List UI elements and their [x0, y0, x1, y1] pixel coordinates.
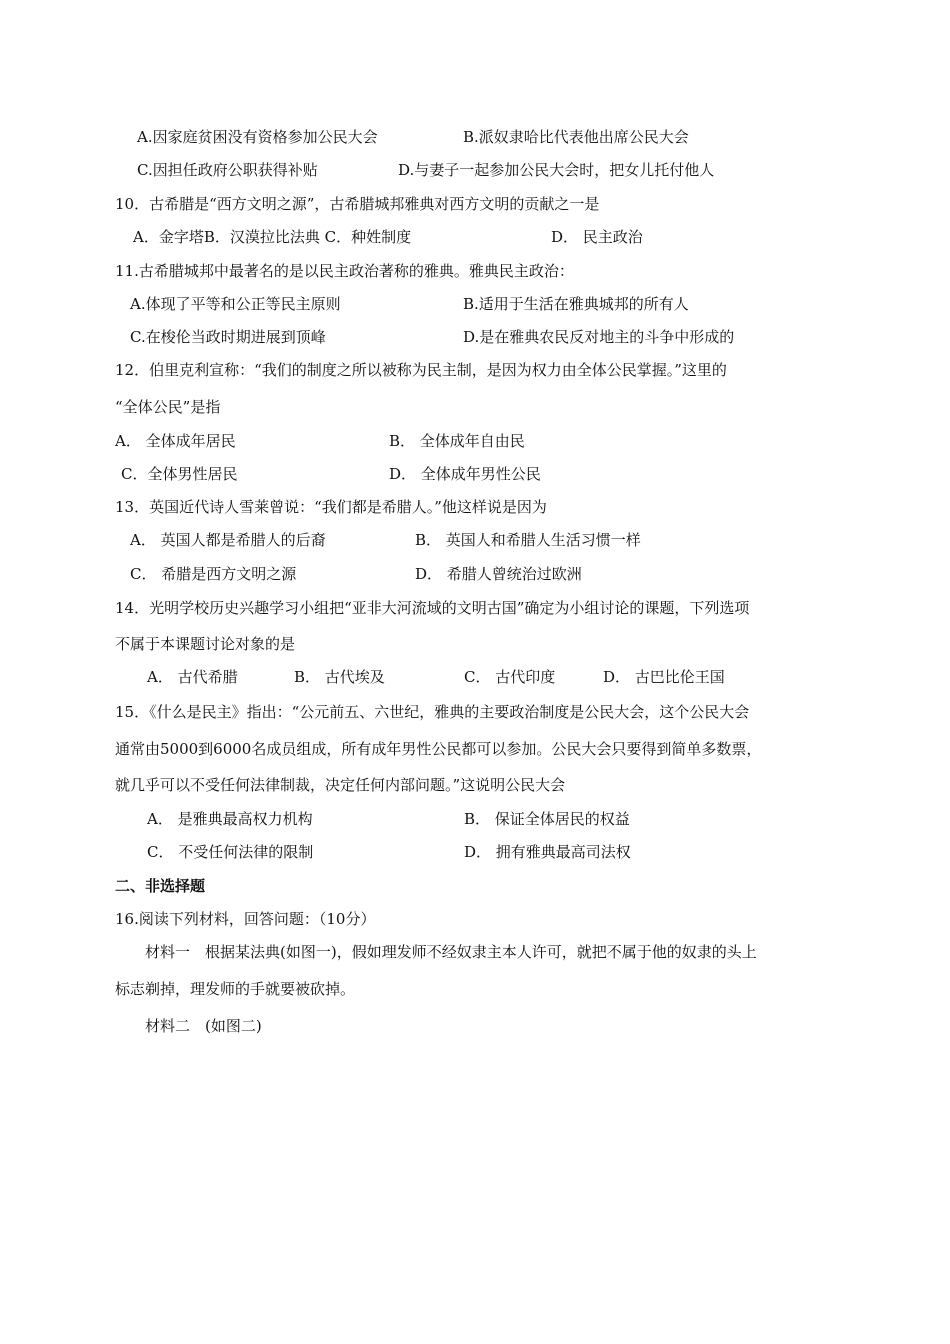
section-heading: 二、非选择题 [115, 877, 206, 895]
q15-stem-line2: 通常由5000到6000名成员组成，所有成年男性公民都可以参加。公民大会只要得到简单多数票， [115, 740, 762, 758]
q11-option-b: B.适用于生活在雅典城邦的所有人 [463, 295, 689, 313]
q9-option-b: B.派奴隶哈比代表他出席公民大会 [463, 128, 689, 146]
q9-option-a: A.因家庭贫困没有资格参加公民大会 [137, 128, 378, 146]
q16-stem: 16.阅读下列材料，回答问题：（10分） [115, 910, 376, 928]
q15-option-b: B． 保证全体居民的权益 [464, 810, 630, 828]
q11-option-d: D.是在雅典农民反对地主的斗争中形成的 [463, 328, 735, 346]
q12-stem-line2: “全体公民”是指 [115, 398, 221, 416]
q15-option-a: A． 是雅典最高权力机构 [147, 810, 313, 828]
q11-stem: 11.古希腊城邦中最著名的是以民主政治著称的雅典。雅典民主政治： [115, 262, 574, 280]
q15-option-d: D． 拥有雅典最高司法权 [464, 843, 631, 861]
q14-stem-line1: 14．光明学校历史兴趣学习小组把“亚非大河流域的文明古国”确定为小组讨论的课题，下列选项 [115, 599, 750, 617]
q9-option-d: D.与妻子一起参加公民大会时，把女儿托付他人 [398, 161, 715, 179]
q15-stem-line1: 15．《什么是民主》指出：“公元前五、六世纪，雅典的主要政治制度是公民大会，这个公民大会 [115, 703, 750, 721]
q16-material2: 材料二 (如图二) [145, 1017, 262, 1035]
q14-stem-line2: 不属于本课题讨论对象的是 [115, 635, 296, 653]
q14-option-a: A． 古代希腊 [147, 668, 238, 686]
q12-option-a: A． 全体成年居民 [115, 432, 236, 450]
q13-option-c: C． 希腊是西方文明之源 [130, 565, 297, 583]
q13-option-d: D． 希腊人曾统治过欧洲 [415, 565, 582, 583]
q13-option-a: A． 英国人都是希腊人的后裔 [130, 531, 326, 549]
q15-option-c: C． 不受任何法律的限制 [147, 843, 314, 861]
q14-option-c: C． 古代印度 [464, 668, 556, 686]
q12-stem-line1: 12．伯里克利宣称：“我们的制度之所以被称为民主制，是因为权力由全体公民掌握。”这里的 [115, 361, 727, 379]
q14-option-b: B． 古代埃及 [294, 668, 385, 686]
q13-stem: 13．英国近代诗人雪莱曾说：“我们都是希腊人。”他这样说是因为 [115, 498, 547, 516]
q12-option-b: B． 全体成年自由民 [389, 432, 525, 450]
q16-material1-line1: 材料一 根据某法典(如图一)，假如理发师不经奴隶主本人许可，就把不属于他的奴隶的头上 [145, 943, 757, 961]
q16-material1-line2: 标志剃掉，理发师的手就要被砍掉。 [115, 980, 356, 998]
q10-option-d: D． 民主政治 [551, 228, 643, 246]
q12-option-d: D． 全体成年男性公民 [389, 465, 541, 483]
q10-stem: 10．古希腊是“西方文明之源”，古希腊城邦雅典对西方文明的贡献之一是 [115, 195, 600, 213]
q13-option-b: B． 英国人和希腊人生活习惯一样 [415, 531, 641, 549]
q10-options-abc: A．金字塔B．汉漠拉比法典 C．种姓制度 [133, 228, 412, 246]
q14-option-d: D． 古巴比伦王国 [603, 668, 725, 686]
q11-option-a: A.体现了平等和公正等民主原则 [130, 295, 341, 313]
q15-stem-line3: 就几乎可以不受任何法律制裁，决定任何内部问题。”这说明公民大会 [115, 776, 566, 794]
q12-option-c: C．全体男性居民 [121, 465, 238, 483]
q11-option-c: C.在梭伦当政时期进展到顶峰 [130, 328, 326, 346]
q9-option-c: C.因担任政府公职获得补贴 [137, 161, 318, 179]
